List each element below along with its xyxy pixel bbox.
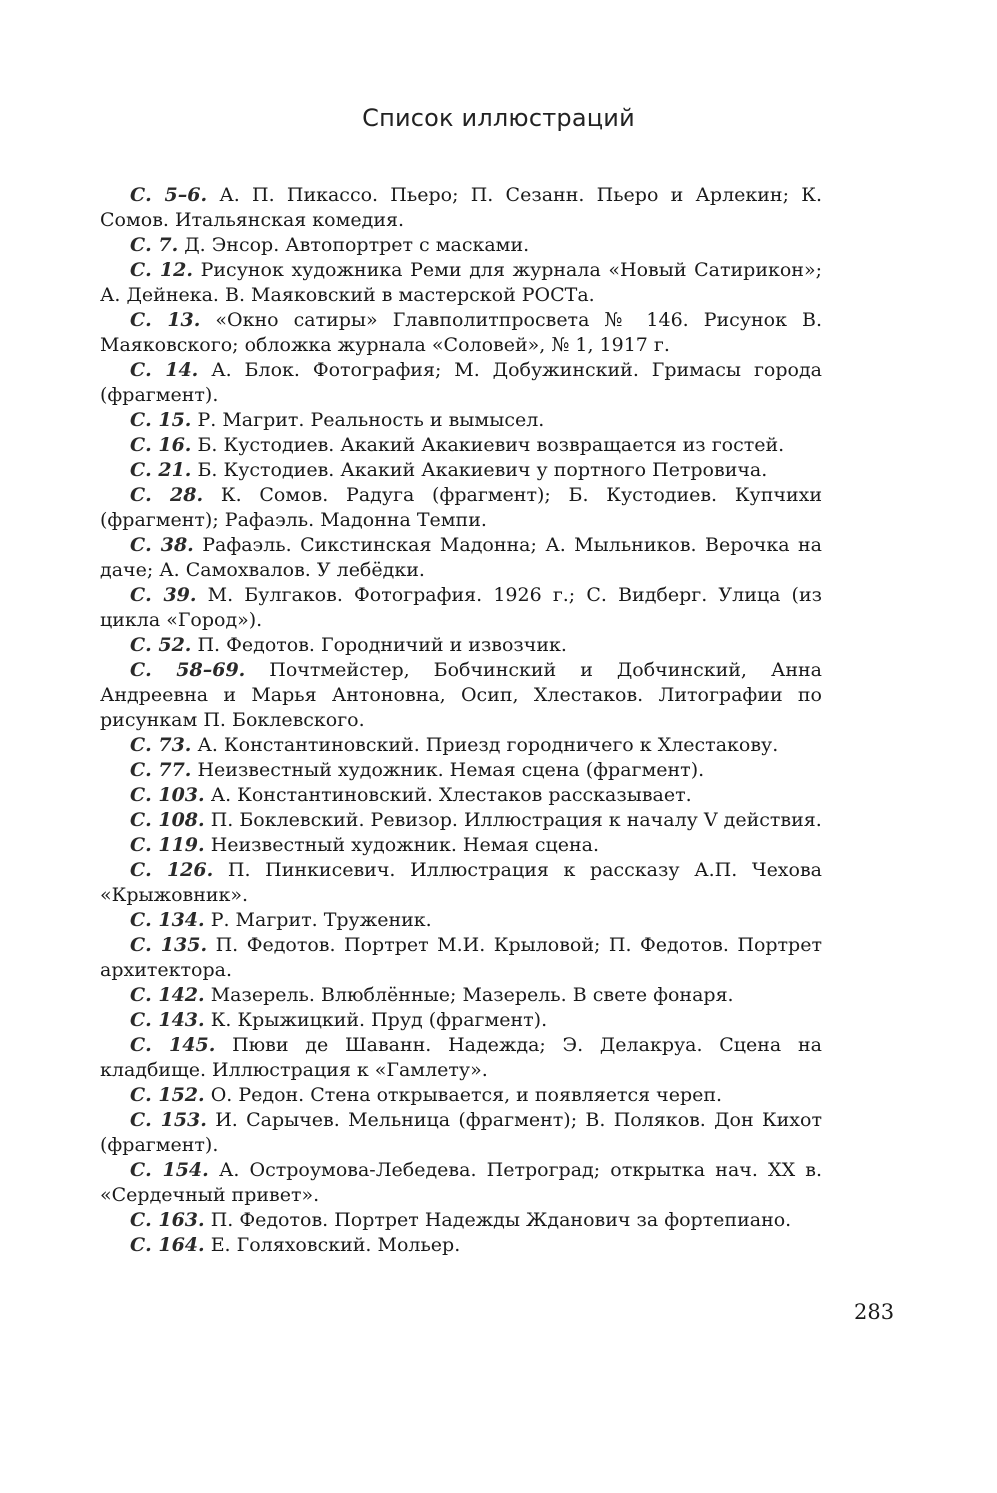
entry-description: П. Боклевский. Ревизор. Иллюстрация к началу V действия. bbox=[210, 809, 822, 831]
page-reference: С. 163. bbox=[130, 1209, 205, 1231]
entry-description: О. Редон. Стена открывается, и появляется череп. bbox=[210, 1084, 723, 1106]
page-reference: С. 154. bbox=[130, 1159, 209, 1181]
entry-description: А. Остроумова-Лебедева. Петроград; открытка нач. XX в. «Сердечный привет». bbox=[100, 1159, 822, 1206]
entry-description: Р. Магрит. Труженик. bbox=[210, 909, 432, 931]
entry-description: П. Федотов. Городничий и извозчик. bbox=[197, 634, 567, 656]
illustration-entry bbox=[100, 483, 822, 533]
illustration-entry bbox=[100, 833, 822, 858]
page-reference: С. 21. bbox=[130, 459, 192, 481]
page-reference: С. 134. bbox=[130, 909, 205, 931]
entry-description: А. Константиновский. Хлестаков рассказывает. bbox=[210, 784, 692, 806]
page-reference: С. 73. bbox=[130, 734, 192, 756]
entry-description: Б. Кустодиев. Акакий Акакиевич у портного Петровича. bbox=[197, 459, 768, 481]
illustration-entry bbox=[100, 1233, 822, 1258]
illustration-entry bbox=[100, 808, 822, 833]
page-reference: С. 13. bbox=[130, 309, 201, 331]
entry-description: И. Сарычев. Мельница (фрагмент); В. Поляков. Дон Кихот (фрагмент). bbox=[100, 1109, 822, 1156]
illustration-entry bbox=[100, 533, 822, 583]
entry-description: А. П. Пикассо. Пьеро; П. Сезанн. Пьеро и Арлекин; К. Сомов. Итальянская комедия. bbox=[100, 184, 822, 231]
page-reference: С. 126. bbox=[130, 859, 214, 881]
entry-description: Д. Энсор. Автопортрет с масками. bbox=[184, 234, 530, 256]
page-reference: С. 103. bbox=[130, 784, 205, 806]
illustration-entry bbox=[100, 183, 822, 233]
entry-description: Мазерель. Влюблённые; Мазерель. В свете фонаря. bbox=[210, 984, 734, 1006]
entry-description: К. Крыжицкий. Пруд (фрагмент). bbox=[210, 1009, 548, 1031]
page-reference: С. 58–69. bbox=[130, 659, 246, 681]
illustration-entry bbox=[100, 258, 822, 308]
illustration-entry bbox=[100, 658, 822, 733]
page-reference: С. 119. bbox=[130, 834, 205, 856]
entry-description: П. Пинкисевич. Иллюстрация к рассказу А.П. Чехова «Крыжовник». bbox=[100, 859, 822, 906]
entry-description: Неизвестный художник. Немая сцена (фрагмент). bbox=[197, 759, 705, 781]
page-reference: С. 7. bbox=[130, 234, 179, 256]
illustration-entry bbox=[100, 633, 822, 658]
page-reference: С. 39. bbox=[130, 584, 197, 606]
illustration-entry bbox=[100, 783, 822, 808]
entry-description: Рафаэль. Сикстинская Мадонна; А. Мыльников. Верочка на даче; А. Самохвалов. У лебёдки. bbox=[100, 534, 822, 581]
entry-description: П. Федотов. Портрет М.И. Крыловой; П. Федотов. Портрет архитектора. bbox=[100, 934, 822, 981]
illustration-entry bbox=[100, 983, 822, 1008]
illustration-entry bbox=[100, 933, 822, 983]
illustration-entry bbox=[100, 583, 822, 633]
page-reference: С. 142. bbox=[130, 984, 205, 1006]
illustration-entry bbox=[100, 858, 822, 908]
illustration-entry bbox=[100, 1033, 822, 1083]
entry-description: Почтмейстер, Бобчинский и Добчинский, Анна Андреевна и Марья Антоновна, Осип, Хлестаков. Литографии по рисункам П. Боклевского. bbox=[100, 659, 822, 731]
illustration-entry bbox=[100, 233, 822, 258]
illustration-entry bbox=[100, 1108, 822, 1158]
page-title: Список иллюстраций bbox=[362, 104, 635, 132]
page-reference: С. 164. bbox=[130, 1234, 205, 1256]
illustration-entry bbox=[100, 1008, 822, 1033]
entry-description: Е. Голяховский. Мольер. bbox=[210, 1234, 461, 1256]
illustration-entry bbox=[100, 1158, 822, 1208]
page-reference: С. 77. bbox=[130, 759, 192, 781]
page-reference: С. 153. bbox=[130, 1109, 207, 1131]
page-reference: С. 143. bbox=[130, 1009, 205, 1031]
illustration-entry bbox=[100, 458, 822, 483]
illustration-entry bbox=[100, 308, 822, 358]
page-reference: С. 14. bbox=[130, 359, 199, 381]
illustration-entry bbox=[100, 908, 822, 933]
page-reference: С. 135. bbox=[130, 934, 208, 956]
entry-description: А. Блок. Фотография; М. Добужинский. Гримасы города (фрагмент). bbox=[100, 359, 822, 406]
page-reference: С. 16. bbox=[130, 434, 192, 456]
entry-description: К. Сомов. Радуга (фрагмент); Б. Кустодиев. Купчихи (фрагмент); Рафаэль. Мадонна Темпи. bbox=[100, 484, 822, 531]
illustration-entry bbox=[100, 1208, 822, 1233]
page-reference: С. 108. bbox=[130, 809, 205, 831]
entry-description: М. Булгаков. Фотография. 1926 г.; С. Видберг. Улица (из цикла «Город»). bbox=[100, 584, 822, 631]
page-reference: С. 38. bbox=[130, 534, 194, 556]
entry-description: П. Федотов. Портрет Надежды Жданович за фортепиано. bbox=[210, 1209, 792, 1231]
illustration-entry bbox=[100, 408, 822, 433]
entry-description: Пюви де Шаванн. Надежда; Э. Делакруа. Сцена на кладбище. Иллюстрация к «Гамлету». bbox=[100, 1034, 822, 1081]
illustrations-list bbox=[100, 183, 822, 1258]
page-reference: С. 15. bbox=[130, 409, 192, 431]
page-reference: С. 52. bbox=[130, 634, 192, 656]
page-reference: С. 5–6. bbox=[130, 184, 208, 206]
entry-description: Рисунок художника Реми для журнала «Новый Сатирикон»; А. Дейнека. В. Маяковский в мастерской РОСТа. bbox=[100, 259, 822, 306]
page-reference: С. 28. bbox=[130, 484, 204, 506]
entry-description: Неизвестный художник. Немая сцена. bbox=[210, 834, 599, 856]
entry-description: Р. Магрит. Реальность и вымысел. bbox=[197, 409, 545, 431]
entry-description: А. Константиновский. Приезд городничего к Хлестакову. bbox=[197, 734, 779, 756]
illustration-entry bbox=[100, 758, 822, 783]
entry-description: «Окно сатиры» Главполитпросвета № 146. Рисунок В. Маяковского; обложка журнала «Соловей», № 1, 1917 г. bbox=[100, 309, 822, 356]
illustration-entry bbox=[100, 358, 822, 408]
illustration-entry bbox=[100, 433, 822, 458]
page-reference: С. 12. bbox=[130, 259, 193, 281]
illustration-entry bbox=[100, 733, 822, 758]
page-reference: С. 145. bbox=[130, 1034, 216, 1056]
illustration-entry bbox=[100, 1083, 822, 1108]
page-number: 283 bbox=[854, 1300, 895, 1324]
page-reference: С. 152. bbox=[130, 1084, 205, 1106]
entry-description: Б. Кустодиев. Акакий Акакиевич возвращается из гостей. bbox=[197, 434, 785, 456]
